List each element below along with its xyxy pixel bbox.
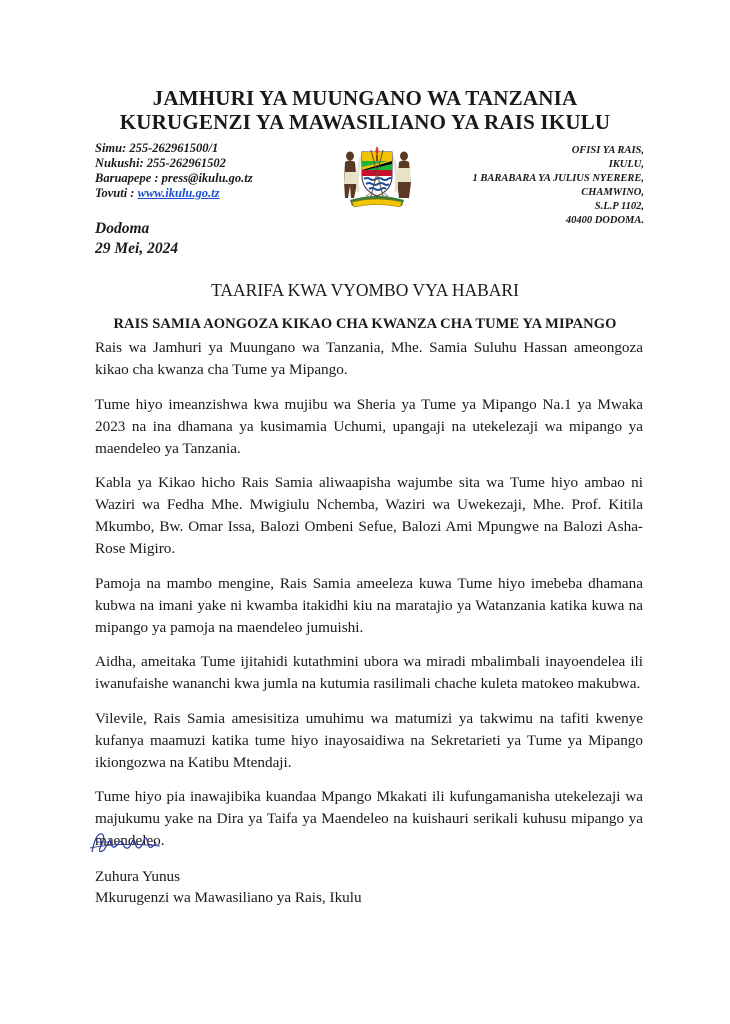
header-title-republic: JAMHURI YA MUUNGANO WA TANZANIA [152, 86, 578, 110]
body-paragraph: Kabla ya Kikao hicho Rais Samia aliwaapisha wajumbe sita wa Tume hiyo ambao ni Waziri wa Fedha Mhe. Mwigiulu Nchemba, Waziri wa Uwekezaji, Mhe. Prof. Kitila Mkumbo, Bw. Omar Issa, Balozi Ombeni Sefue, Balozi Ami Mpungwe na Balozi Asha-Rose Migiro. [95, 474, 643, 557]
body-paragraph: Vilevile, Rais Samia amesisitiza umuhimu wa matumizi ya takwimu na tafiti kwenye kufanya maamuzi katika tume hiyo inayosaidiwa na Sekretarieti ya Tume ya Mipango ikiongozwa na Katibu Mtendaji. [95, 709, 643, 771]
website-label: Tovuti : [95, 186, 138, 200]
body-paragraph: Aidha, ameitaka Tume ijitahidi kutathmini ubora wa miradi mbalimbali inayoendelea ili iwanufaishe wananchi kwa jumla na kutumia rasilimali chache kuleta matokeo makubwa. [95, 653, 643, 692]
body-paragraph: Tume hiyo pia inawajibika kuandaa Mpango Mkakati ili kufungamanisha utekelezaji wa majukumu yake na Dira ya Taifa ya Maendeleo na kuishauri serikali kuhusu mipango ya maendeleo. [95, 788, 643, 849]
address-line: IKULU, [608, 159, 644, 170]
release-title: TAARIFA KWA VYOMBO VYA HABARI [211, 280, 519, 300]
website-link[interactable]: www.ikulu.go.tz [137, 186, 220, 200]
address-line: 1 BARABARA YA JULIUS NYERERE, [472, 173, 644, 184]
body-paragraph: Rais wa Jamhuri ya Muungano wa Tanzania, Mhe. Samia Suluhu Hassan ameongoza kikao cha kwanza cha Tume ya Mipango. [95, 339, 643, 378]
address-line: S.L.P 1102, [594, 201, 644, 212]
signer-name: Zuhura Yunus [95, 868, 181, 885]
office-address-block [473, 144, 644, 228]
phone-line: Simu: 255-262961500/1 [95, 141, 219, 155]
handwritten-signature-icon [88, 822, 162, 862]
tanzania-coat-of-arms-icon [336, 138, 418, 208]
address-line: 40400 DODOMA. [565, 215, 644, 226]
header-title-directorate: KURUGENZI YA MAWASILIANO YA RAIS IKULU [119, 110, 611, 134]
place-date-block [95, 219, 178, 259]
headline: RAIS SAMIA AONGOZA KIKAO CHA KWANZA CHA TUME YA MIPANGO [113, 316, 617, 332]
place: Dodoma [95, 220, 150, 237]
release-body [95, 337, 643, 865]
signer-title: Mkurugenzi wa Mawasiliano ya Rais, Ikulu [95, 889, 362, 906]
signer-block [95, 866, 362, 908]
address-line: CHAMWINO, [581, 187, 644, 198]
date: 29 Mei, 2024 [95, 240, 179, 257]
body-paragraph: Tume hiyo imeanzishwa kwa mujibu wa Sheria ya Tume ya Mipango Na.1 ya Mwaka 2023 na ina dhamana ya kusimamia Uchumi, upangaji na utekelezaji wa mipango ya maendeleo ya Tanzania. [95, 395, 643, 457]
fax-line: Nukushi: 255-262961502 [95, 156, 226, 170]
contact-block [95, 141, 253, 201]
website-line [95, 186, 253, 201]
body-paragraph: Pamoja na mambo mengine, Rais Samia ameeleza kuwa Tume hiyo imebeba dhamana kubwa na imani yake ni kwamba itakidhi kiu na maratajio ya Watanzania katika kuwa na mipango ya pamoja na maendeleo jumuishi. [95, 574, 643, 636]
address-line: OFISI YA RAIS, [571, 145, 644, 156]
email-line: Baruapepe : press@ikulu.go.tz [95, 171, 253, 185]
